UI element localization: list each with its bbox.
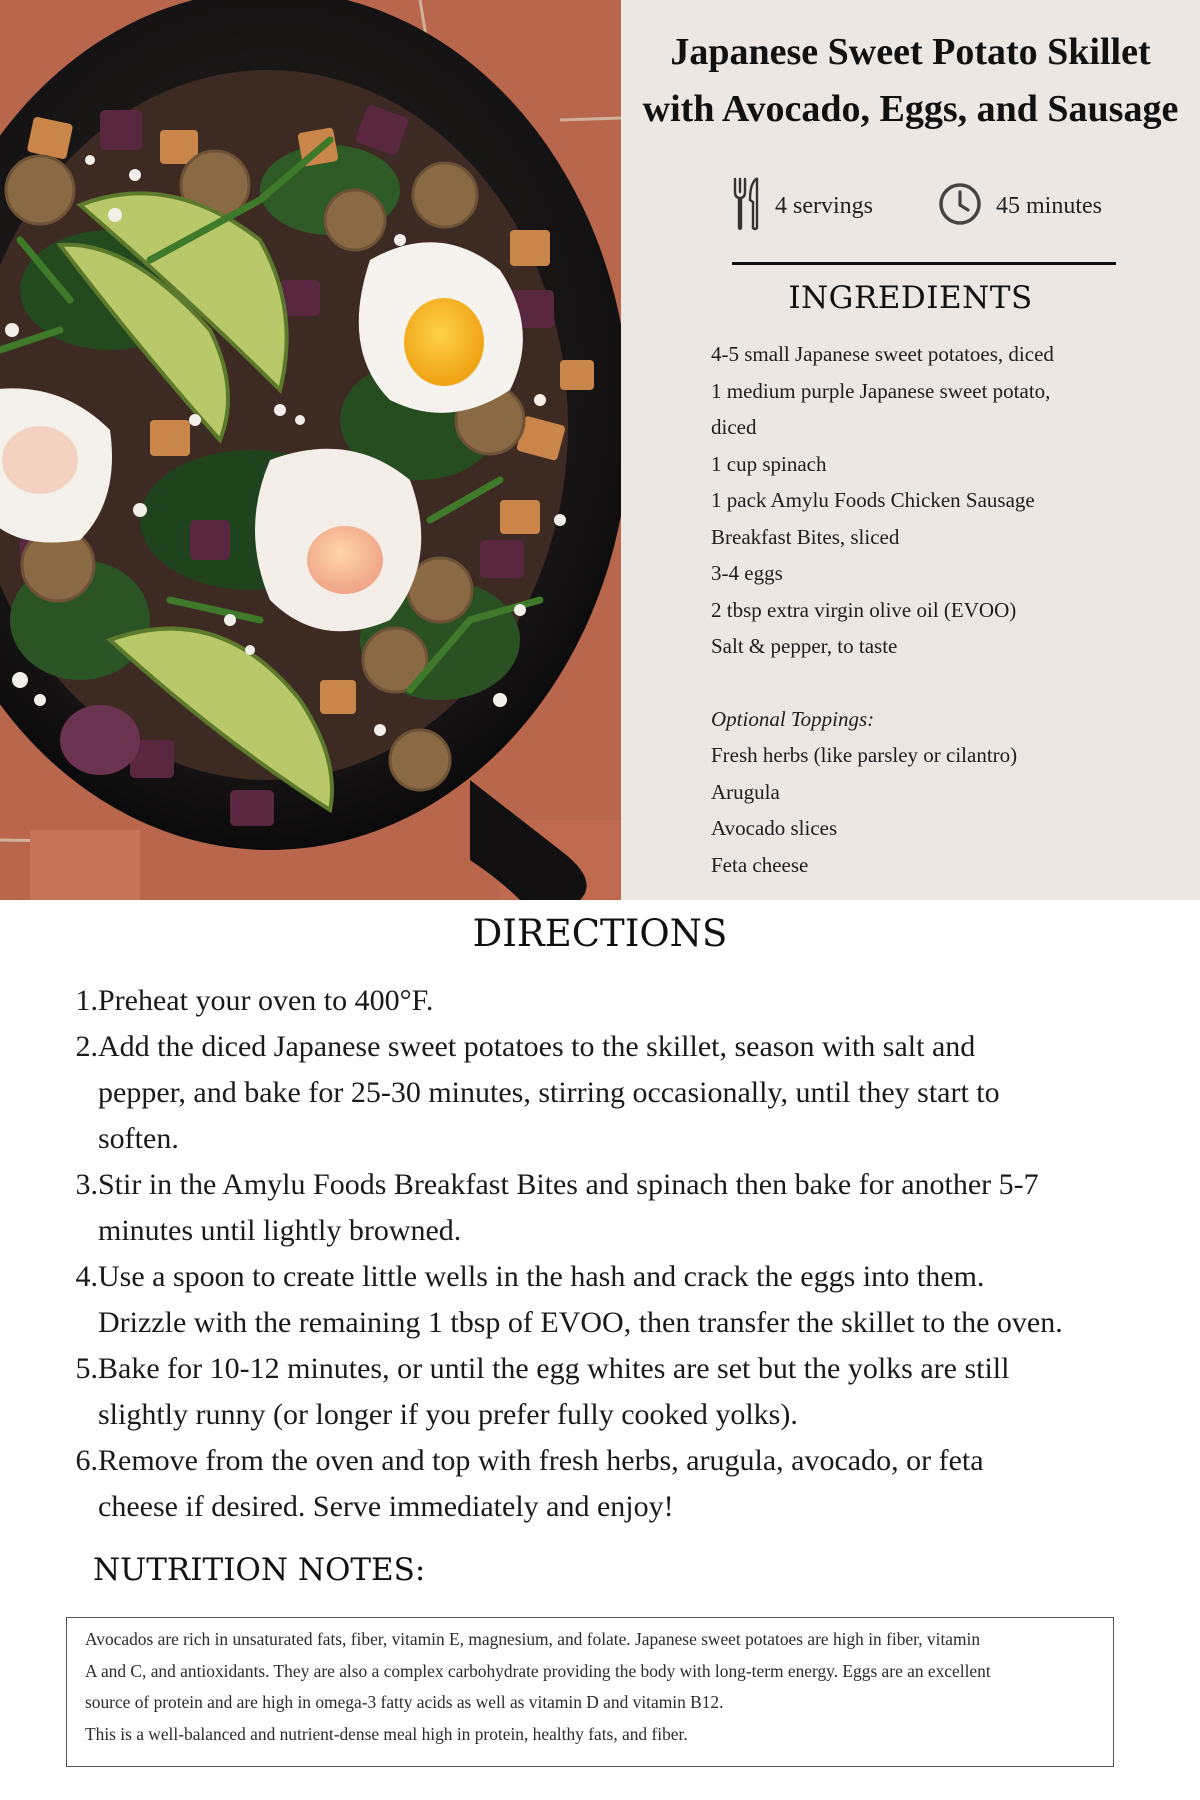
optional-topping-item: Fresh herbs (like parsley or cilantro) bbox=[711, 743, 1018, 767]
nutrition-heading: NUTRITION NOTES: bbox=[93, 1552, 426, 1588]
ingredient-item: Breakfast Bites, sliced bbox=[711, 524, 900, 549]
step-text-line: minutes until lightly browned. bbox=[98, 1214, 462, 1247]
ingredient-item: 1 pack Amylu Foods Chicken Sausage bbox=[711, 488, 1035, 512]
step-number: 5. bbox=[75, 1352, 98, 1385]
direction-step bbox=[70, 1346, 1150, 1438]
step-text-line: cheese if desired. Serve immediately and enjoy! bbox=[98, 1490, 674, 1523]
section-divider bbox=[732, 262, 1116, 265]
step-text-line: Use a spoon to create little wells in the hash and crack the eggs into them. bbox=[98, 1260, 985, 1293]
servings-text: 4 servings bbox=[775, 192, 873, 219]
step-number: 2. bbox=[75, 1030, 98, 1063]
step-text-line: Remove from the oven and top with fresh herbs, arugula, avocado, or feta bbox=[98, 1444, 984, 1477]
step-number: 3. bbox=[75, 1168, 98, 1201]
nutrition-line: This is a well-balanced and nutrient-dense meal high in protein, healthy fats, and fiber. bbox=[85, 1723, 688, 1744]
nutrition-line: Avocados are rich in unsaturated fats, fiber, vitamin E, magnesium, and folate. Japanese sweet potatoes are high in fiber, vitamin bbox=[85, 1629, 981, 1649]
direction-step bbox=[70, 1438, 1150, 1530]
recipe-title-line-2: with Avocado, Eggs, and Sausage bbox=[642, 88, 1179, 130]
direction-step bbox=[70, 978, 1150, 1024]
direction-step bbox=[70, 1254, 1150, 1346]
nutrition-notes-box bbox=[66, 1617, 1114, 1767]
ingredients-heading: INGREDIENTS bbox=[788, 280, 1033, 316]
step-text-line: pepper, and bake for 25-30 minutes, stirring occasionally, until they start to bbox=[98, 1076, 1000, 1109]
ingredient-item: 1 medium purple Japanese sweet potato, bbox=[711, 378, 1051, 403]
ingredient-item: Salt & pepper, to taste bbox=[711, 634, 898, 658]
ingredient-item: 4-5 small Japanese sweet potatoes, diced bbox=[711, 342, 1054, 366]
step-number: 1. bbox=[75, 984, 98, 1017]
ingredient-item: 1 cup spinach bbox=[711, 451, 827, 476]
optional-topping-item: Feta cheese bbox=[711, 852, 809, 877]
optional-topping-item: Avocado slices bbox=[711, 816, 838, 840]
time-text: 45 minutes bbox=[996, 192, 1102, 219]
nutrition-line: A and C, and antioxidants. They are also a complex carbohydrate providing the body with long-term energy. Eggs are an excellent bbox=[85, 1660, 991, 1681]
step-text-line: Bake for 10-12 minutes, or until the egg whites are set but the yolks are still bbox=[98, 1352, 1010, 1385]
step-number: 4. bbox=[75, 1260, 98, 1293]
optional-topping-item: Arugula bbox=[711, 779, 780, 804]
recipe-title-line-1: Japanese Sweet Potato Skillet bbox=[670, 31, 1151, 73]
nutrition-line: source of protein and are high in omega-3 fatty acids as well as vitamin D and vitamin B12. bbox=[85, 1692, 724, 1712]
step-text-line: Stir in the Amylu Foods Breakfast Bites and spinach then bake for another 5-7 bbox=[98, 1168, 1039, 1201]
optional-toppings-heading: Optional Toppings: bbox=[711, 706, 875, 731]
ingredient-item: 2 tbsp extra virgin olive oil (EVOO) bbox=[711, 597, 1017, 622]
time-info bbox=[938, 182, 1102, 230]
ingredients-list bbox=[711, 336, 1111, 883]
servings-info bbox=[731, 176, 873, 236]
recipe-title bbox=[621, 24, 1200, 138]
step-text-line: soften. bbox=[98, 1122, 179, 1155]
recipe-photo bbox=[0, 0, 621, 900]
directions-heading: DIRECTIONS bbox=[472, 912, 728, 955]
recipe-info-panel bbox=[621, 0, 1200, 900]
ingredient-item: 3-4 eggs bbox=[711, 561, 783, 585]
direction-step bbox=[70, 1162, 1150, 1254]
step-text-line: slightly runny (or longer if you prefer fully cooked yolks). bbox=[98, 1398, 798, 1431]
ingredient-item: diced bbox=[711, 415, 757, 439]
list-spacer bbox=[711, 665, 1111, 701]
skillet-illustration bbox=[0, 0, 621, 900]
step-text-line: Add the diced Japanese sweet potatoes to the skillet, season with salt and bbox=[98, 1030, 976, 1063]
direction-step bbox=[70, 1024, 1150, 1162]
step-text-line: Preheat your oven to 400°F. bbox=[98, 984, 434, 1017]
clock-icon bbox=[938, 182, 982, 230]
step-text-line: Drizzle with the remaining 1 tbsp of EVOO, then transfer the skillet to the oven. bbox=[98, 1306, 1063, 1339]
step-number: 6. bbox=[75, 1444, 98, 1477]
directions-list bbox=[70, 978, 1150, 1530]
fork-knife-icon bbox=[731, 176, 761, 236]
